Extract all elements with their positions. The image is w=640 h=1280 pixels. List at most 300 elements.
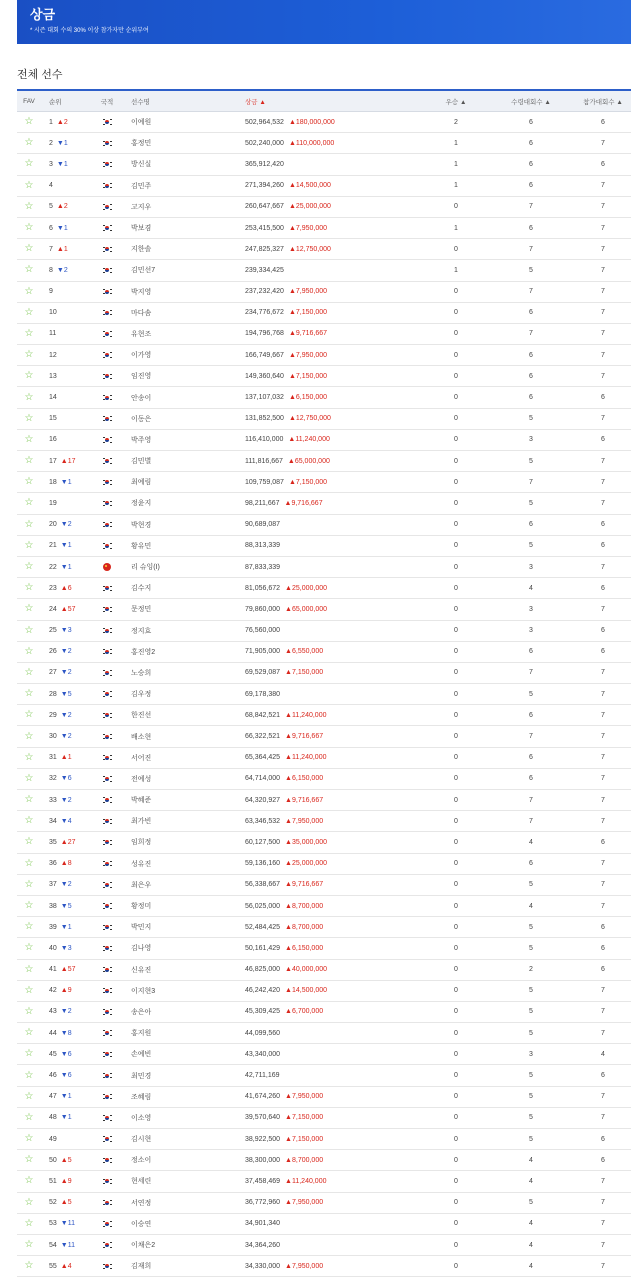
table-row[interactable] xyxy=(17,1044,631,1065)
player-name[interactable]: 홍지원 xyxy=(131,1030,152,1038)
player-name[interactable]: 임희정 xyxy=(131,839,152,847)
player-name[interactable]: 김나영 xyxy=(131,945,152,953)
korea-flag-icon xyxy=(102,987,112,994)
rank-cell xyxy=(41,691,93,698)
prize-cell xyxy=(245,1072,425,1079)
nation-cell xyxy=(93,797,121,804)
rank-cell xyxy=(41,1030,93,1037)
table-row[interactable] xyxy=(17,1023,631,1044)
star-outline-icon[interactable]: ☆ xyxy=(24,603,34,615)
rank-cell xyxy=(41,839,93,846)
rank-change: ▼1 xyxy=(56,160,68,168)
table-row[interactable] xyxy=(17,1235,631,1256)
rank-number: 34 xyxy=(49,817,57,825)
nation-cell xyxy=(93,924,121,931)
column-header-top10-sort[interactable]: 수령대회수 ▲ xyxy=(511,98,551,106)
prize-amount: 56,338,667 xyxy=(245,881,281,889)
player-name[interactable]: 이예원 xyxy=(131,119,152,127)
star-outline-icon[interactable]: ☆ xyxy=(24,1239,34,1251)
player-name[interactable]: 방신실 xyxy=(131,161,152,169)
player-name[interactable]: 전예성 xyxy=(131,775,152,783)
nation-cell xyxy=(93,775,121,782)
prize-cell xyxy=(245,1220,425,1227)
table-row[interactable] xyxy=(17,345,631,366)
rank-cell xyxy=(41,1114,93,1121)
player-name[interactable]: 정소이 xyxy=(131,1157,152,1165)
korea-flag-icon xyxy=(102,775,112,782)
nation-cell xyxy=(93,1242,121,1249)
rank-number: 23 xyxy=(49,584,57,592)
player-name[interactable]: 이지현3 xyxy=(131,987,156,995)
star-outline-icon[interactable]: ☆ xyxy=(24,433,34,445)
played-cell: 7 xyxy=(601,1177,605,1185)
rank-change: ▲1 xyxy=(60,754,72,762)
prize-amount: 166,749,667 xyxy=(245,351,284,359)
player-name[interactable]: 고지우 xyxy=(131,203,152,211)
top10-cell: 4 xyxy=(529,584,533,592)
star-outline-icon[interactable]: ☆ xyxy=(24,285,34,297)
player-name[interactable]: 노승희 xyxy=(131,669,152,677)
wins-cell: 0 xyxy=(454,351,458,359)
table-row[interactable] xyxy=(17,726,631,747)
star-outline-icon[interactable]: ☆ xyxy=(24,836,34,848)
player-name[interactable]: 이채은2 xyxy=(131,1242,156,1250)
player-name[interactable]: 최은우 xyxy=(131,881,152,889)
player-name[interactable]: 김민주 xyxy=(131,182,152,190)
table-row[interactable] xyxy=(17,1002,631,1023)
star-outline-icon[interactable]: ☆ xyxy=(24,1260,34,1272)
table-row[interactable] xyxy=(17,1256,631,1277)
fav-cell xyxy=(17,922,41,932)
player-name[interactable]: 성유진 xyxy=(131,860,152,868)
star-outline-icon[interactable]: ☆ xyxy=(24,561,34,573)
star-outline-icon[interactable]: ☆ xyxy=(24,582,34,594)
table-row[interactable] xyxy=(17,917,631,938)
player-name[interactable]: 박혜준 xyxy=(131,797,152,805)
prize-cell xyxy=(245,691,425,698)
wins-cell: 0 xyxy=(454,309,458,317)
player-name[interactable]: 김민선7 xyxy=(131,267,156,275)
top10-cell: 4 xyxy=(529,902,533,910)
star-outline-icon[interactable]: ☆ xyxy=(24,984,34,996)
table-row[interactable] xyxy=(17,642,631,663)
prize-amount: 239,334,425 xyxy=(245,266,284,274)
rank-number: 51 xyxy=(49,1177,57,1185)
prize-cell xyxy=(245,733,425,740)
table-row[interactable] xyxy=(17,557,631,578)
table-row[interactable] xyxy=(17,981,631,1002)
prize-change: ▲65,000,000 xyxy=(285,605,328,613)
star-outline-icon[interactable]: ☆ xyxy=(24,878,34,890)
player-name[interactable]: 이소영 xyxy=(131,1114,152,1122)
korea-flag-icon xyxy=(102,881,112,888)
player-name[interactable]: 유현조 xyxy=(131,330,152,338)
player-name[interactable]: 이가영 xyxy=(131,352,152,360)
player-name[interactable]: 배소현 xyxy=(131,733,152,741)
star-outline-icon[interactable]: ☆ xyxy=(24,900,34,912)
star-outline-icon[interactable]: ☆ xyxy=(24,200,34,212)
star-outline-icon[interactable]: ☆ xyxy=(24,942,34,954)
player-name[interactable]: 정지효 xyxy=(131,627,152,635)
star-outline-icon[interactable]: ☆ xyxy=(24,1027,34,1039)
top10-cell: 7 xyxy=(529,796,533,804)
page-header xyxy=(17,0,631,44)
player-name[interactable]: 황유민 xyxy=(131,542,152,550)
prize-amount: 116,410,000 xyxy=(245,436,284,444)
player-name[interactable]: 이승연 xyxy=(131,1220,152,1228)
star-outline-icon[interactable]: ☆ xyxy=(24,158,34,170)
nation-cell xyxy=(93,1136,121,1143)
player-name[interactable]: 박주영 xyxy=(131,436,152,444)
star-outline-icon[interactable]: ☆ xyxy=(24,815,34,827)
star-outline-icon[interactable]: ☆ xyxy=(24,794,34,806)
table-row[interactable] xyxy=(17,1150,631,1171)
rank-number: 44 xyxy=(49,1029,57,1037)
rank-change: ▼1 xyxy=(60,563,72,571)
star-outline-icon[interactable]: ☆ xyxy=(24,1196,34,1208)
star-outline-icon[interactable]: ☆ xyxy=(24,518,34,530)
fav-cell xyxy=(17,668,41,678)
table-row[interactable] xyxy=(17,472,631,493)
table-row[interactable] xyxy=(17,239,631,260)
star-outline-icon[interactable]: ☆ xyxy=(24,857,34,869)
played-cell: 7 xyxy=(601,754,605,762)
rank-cell xyxy=(41,945,93,952)
rank-change: ▲9 xyxy=(60,987,72,995)
star-outline-icon[interactable]: ☆ xyxy=(24,476,34,488)
table-row[interactable] xyxy=(17,1129,631,1150)
table-row[interactable] xyxy=(17,536,631,557)
player-name[interactable]: 박민지 xyxy=(131,924,152,932)
player-name[interactable]: 조혜림 xyxy=(131,1093,152,1101)
table-row[interactable] xyxy=(17,1214,631,1235)
prize-cell xyxy=(245,797,425,804)
table-row[interactable] xyxy=(17,578,631,599)
prize-amount: 65,364,425 xyxy=(245,754,281,762)
player-name[interactable]: 박현경 xyxy=(131,521,152,529)
player-name[interactable]: 정윤지 xyxy=(131,500,152,508)
top10-cell: 3 xyxy=(529,627,533,635)
top10-cell: 6 xyxy=(529,775,533,783)
star-outline-icon[interactable]: ☆ xyxy=(24,772,34,784)
wins-cell: 0 xyxy=(454,1177,458,1185)
player-name[interactable]: 박보겸 xyxy=(131,225,152,233)
rank-number: 45 xyxy=(49,1050,57,1058)
prize-amount: 38,922,500 xyxy=(245,1135,281,1143)
star-outline-icon[interactable]: ☆ xyxy=(24,751,34,763)
prize-cell xyxy=(245,585,425,592)
prize-change: ▲6,150,000 xyxy=(285,775,324,783)
wins-cell: 0 xyxy=(454,1220,458,1228)
player-name[interactable]: 리 슈잉(I) xyxy=(131,564,160,572)
prize-cell xyxy=(245,415,425,422)
prize-cell xyxy=(245,1157,425,1164)
played-cell: 7 xyxy=(601,902,605,910)
top10-cell: 4 xyxy=(529,1262,533,1270)
table-row[interactable] xyxy=(17,409,631,430)
star-outline-icon[interactable]: ☆ xyxy=(24,1069,34,1081)
player-name[interactable]: 서어진 xyxy=(131,754,152,762)
rank-cell xyxy=(41,373,93,380)
star-outline-icon[interactable]: ☆ xyxy=(24,243,34,255)
rank-number: 46 xyxy=(49,1072,57,1080)
star-outline-icon[interactable]: ☆ xyxy=(24,1217,34,1229)
star-outline-icon[interactable]: ☆ xyxy=(24,264,34,276)
table-row[interactable] xyxy=(17,854,631,875)
player-name[interactable]: 한진선 xyxy=(131,712,152,720)
star-outline-icon[interactable]: ☆ xyxy=(24,370,34,382)
wins-cell: 0 xyxy=(454,966,458,974)
rank-number: 42 xyxy=(49,987,57,995)
section-title: 전체 선수 xyxy=(17,69,63,81)
table-row[interactable] xyxy=(17,1193,631,1214)
top10-cell: 6 xyxy=(529,224,533,232)
star-outline-icon[interactable]: ☆ xyxy=(24,709,34,721)
star-outline-icon[interactable]: ☆ xyxy=(24,666,34,678)
player-name[interactable]: 김재희 xyxy=(131,1263,152,1271)
star-outline-icon[interactable]: ☆ xyxy=(24,391,34,403)
table-row[interactable] xyxy=(17,303,631,324)
prize-cell xyxy=(245,966,425,973)
star-outline-icon[interactable]: ☆ xyxy=(24,963,34,975)
rank-change: ▲2 xyxy=(56,203,68,211)
star-outline-icon[interactable]: ☆ xyxy=(24,179,34,191)
korea-flag-icon xyxy=(102,161,112,168)
wins-cell: 0 xyxy=(454,669,458,677)
nation-cell xyxy=(93,309,121,316)
player-name[interactable]: 김시현 xyxy=(131,1136,152,1144)
rank-number: 36 xyxy=(49,860,57,868)
player-name[interactable]: 마다솜 xyxy=(131,309,152,317)
top10-cell: 5 xyxy=(529,266,533,274)
star-outline-icon[interactable]: ☆ xyxy=(24,645,34,657)
korea-flag-icon xyxy=(102,585,112,592)
player-name[interactable]: 김민별 xyxy=(131,458,152,466)
nation-cell xyxy=(93,161,121,168)
rank-number: 5 xyxy=(49,203,53,211)
rank-cell xyxy=(41,669,93,676)
prize-amount: 234,776,672 xyxy=(245,309,284,317)
prize-amount: 87,833,339 xyxy=(245,563,281,571)
table-row[interactable] xyxy=(17,451,631,472)
rank-cell xyxy=(41,775,93,782)
player-name[interactable]: 지한솔 xyxy=(131,246,152,254)
table-row[interactable] xyxy=(17,705,631,726)
prize-change: ▲14,500,000 xyxy=(285,987,328,995)
prize-change: ▲110,000,000 xyxy=(288,139,335,147)
korea-flag-icon xyxy=(102,182,112,189)
player-name[interactable]: 최예림 xyxy=(131,479,152,487)
table-row[interactable] xyxy=(17,515,631,536)
prize-amount: 38,300,000 xyxy=(245,1156,281,1164)
star-outline-icon[interactable]: ☆ xyxy=(24,327,34,339)
player-name[interactable]: 서연정 xyxy=(131,1199,152,1207)
player-name[interactable]: 김우정 xyxy=(131,691,152,699)
played-cell: 6 xyxy=(601,542,605,550)
star-outline-icon[interactable]: ☆ xyxy=(24,116,34,128)
rank-change: ▼6 xyxy=(60,1050,72,1058)
star-outline-icon[interactable]: ☆ xyxy=(24,1090,34,1102)
prize-cell xyxy=(245,987,425,994)
table-row[interactable] xyxy=(17,811,631,832)
fav-cell xyxy=(17,498,41,508)
prize-change: ▲7,150,000 xyxy=(285,1135,324,1143)
played-cell: 6 xyxy=(601,436,605,444)
rank-cell xyxy=(41,246,93,253)
top10-cell: 5 xyxy=(529,499,533,507)
table-row[interactable] xyxy=(17,769,631,790)
table-row[interactable] xyxy=(17,960,631,981)
star-outline-icon[interactable]: ☆ xyxy=(24,497,34,509)
table-row[interactable] xyxy=(17,133,631,154)
rank-change: ▲57 xyxy=(60,605,76,613)
player-name[interactable]: 최가빈 xyxy=(131,818,152,826)
prize-cell xyxy=(245,203,425,210)
table-row[interactable] xyxy=(17,282,631,303)
played-cell: 7 xyxy=(601,817,605,825)
prize-change: ▲6,150,000 xyxy=(288,394,328,402)
prize-amount: 253,415,500 xyxy=(245,224,284,232)
table-row[interactable] xyxy=(17,112,631,133)
player-name[interactable]: 안송이 xyxy=(131,394,152,402)
star-outline-icon[interactable]: ☆ xyxy=(24,1111,34,1123)
player-name[interactable]: 임진영 xyxy=(131,373,152,381)
rank-number: 3 xyxy=(49,160,53,168)
rank-cell xyxy=(41,1136,93,1143)
star-outline-icon[interactable]: ☆ xyxy=(24,1048,34,1060)
korea-flag-icon xyxy=(102,818,112,825)
fav-cell xyxy=(17,753,41,763)
korea-flag-icon xyxy=(102,394,112,401)
rank-number: 19 xyxy=(49,499,57,507)
player-name[interactable]: 김수지 xyxy=(131,585,152,593)
star-outline-icon[interactable]: ☆ xyxy=(24,539,34,551)
player-name[interactable]: 문정민 xyxy=(131,606,152,614)
star-outline-icon[interactable]: ☆ xyxy=(24,688,34,700)
wins-cell: 0 xyxy=(454,733,458,741)
table-row[interactable] xyxy=(17,748,631,769)
wins-cell: 0 xyxy=(454,1093,458,1101)
table-row[interactable] xyxy=(17,790,631,811)
column-header-played-sort[interactable]: 참가대회수 ▲ xyxy=(583,98,623,106)
star-outline-icon[interactable]: ☆ xyxy=(24,1154,34,1166)
player-name[interactable]: 현세린 xyxy=(131,1178,152,1186)
wins-cell: 0 xyxy=(454,648,458,656)
table-row[interactable] xyxy=(17,832,631,853)
star-outline-icon[interactable]: ☆ xyxy=(24,349,34,361)
rank-cell xyxy=(41,436,93,443)
player-name[interactable]: 신유진 xyxy=(131,966,152,974)
table-row[interactable] xyxy=(17,493,631,514)
prize-change: ▲25,000,000 xyxy=(288,203,331,211)
table-row[interactable] xyxy=(17,218,631,239)
table-row[interactable] xyxy=(17,176,631,197)
top10-cell: 6 xyxy=(529,372,533,380)
table-row[interactable] xyxy=(17,896,631,917)
table-row[interactable] xyxy=(17,938,631,959)
table-row[interactable] xyxy=(17,684,631,705)
player-name[interactable]: 손예빈 xyxy=(131,1051,152,1059)
played-cell: 7 xyxy=(601,372,605,380)
star-outline-icon[interactable]: ☆ xyxy=(24,1175,34,1187)
table-row[interactable] xyxy=(17,1108,631,1129)
rank-number: 40 xyxy=(49,944,57,952)
rank-number: 1 xyxy=(49,118,53,126)
prize-change: ▲12,750,000 xyxy=(288,245,331,253)
prize-cell xyxy=(245,818,425,825)
wins-cell: 0 xyxy=(454,690,458,698)
table-row[interactable] xyxy=(17,154,631,175)
table-row[interactable] xyxy=(17,621,631,642)
star-outline-icon[interactable]: ☆ xyxy=(24,730,34,742)
nation-cell xyxy=(93,542,121,549)
star-outline-icon[interactable]: ☆ xyxy=(24,921,34,933)
prize-cell xyxy=(245,542,425,549)
table-row[interactable] xyxy=(17,1087,631,1108)
player-name[interactable]: 송은아 xyxy=(131,1008,152,1016)
rank-number: 33 xyxy=(49,796,57,804)
prize-amount: 88,313,339 xyxy=(245,542,281,550)
played-cell: 7 xyxy=(601,733,605,741)
table-row[interactable] xyxy=(17,875,631,896)
table-row[interactable] xyxy=(17,1171,631,1192)
star-outline-icon[interactable]: ☆ xyxy=(24,306,34,318)
rank-number: 18 xyxy=(49,478,57,486)
prize-cell xyxy=(245,1093,425,1100)
table-row[interactable] xyxy=(17,1065,631,1086)
star-outline-icon[interactable]: ☆ xyxy=(24,624,34,636)
table-row[interactable] xyxy=(17,366,631,387)
player-name[interactable]: 이동은 xyxy=(131,415,152,423)
table-row[interactable] xyxy=(17,430,631,451)
nation-cell xyxy=(93,966,121,973)
fav-cell xyxy=(17,1155,41,1165)
table-row[interactable] xyxy=(17,324,631,345)
player-name[interactable]: 황정미 xyxy=(131,903,152,911)
player-name[interactable]: 최민경 xyxy=(131,1072,152,1080)
star-outline-icon[interactable]: ☆ xyxy=(24,1005,34,1017)
column-header-wins-sort[interactable]: 우승 ▲ xyxy=(445,98,467,106)
player-name[interactable]: 홍진영2 xyxy=(131,648,156,656)
table-row[interactable] xyxy=(17,197,631,218)
table-row[interactable] xyxy=(17,387,631,408)
top10-cell: 7 xyxy=(529,288,533,296)
player-name[interactable]: 홍정민 xyxy=(131,140,152,148)
table-row[interactable] xyxy=(17,260,631,281)
star-outline-icon[interactable]: ☆ xyxy=(24,137,34,149)
star-outline-icon[interactable]: ☆ xyxy=(24,412,34,424)
prize-change: ▲7,150,000 xyxy=(285,669,324,677)
column-header-name: 선수명 xyxy=(131,98,150,106)
top10-cell: 7 xyxy=(529,245,533,253)
played-cell: 7 xyxy=(601,987,605,995)
table-row[interactable] xyxy=(17,599,631,620)
korea-flag-icon xyxy=(102,903,112,910)
star-outline-icon[interactable]: ☆ xyxy=(24,222,34,234)
star-outline-icon[interactable]: ☆ xyxy=(24,455,34,467)
rank-number: 20 xyxy=(49,521,57,529)
nation-cell xyxy=(93,627,121,634)
rank-number: 53 xyxy=(49,1220,57,1228)
column-header-prize-sort[interactable]: 상금 ▲ xyxy=(245,98,266,106)
table-row[interactable] xyxy=(17,663,631,684)
fav-cell xyxy=(17,308,41,318)
prize-amount: 37,458,469 xyxy=(245,1177,281,1185)
player-name[interactable]: 박지영 xyxy=(131,288,152,296)
prize-cell xyxy=(245,140,425,147)
star-outline-icon[interactable]: ☆ xyxy=(24,1133,34,1145)
nation-cell xyxy=(93,1178,121,1185)
